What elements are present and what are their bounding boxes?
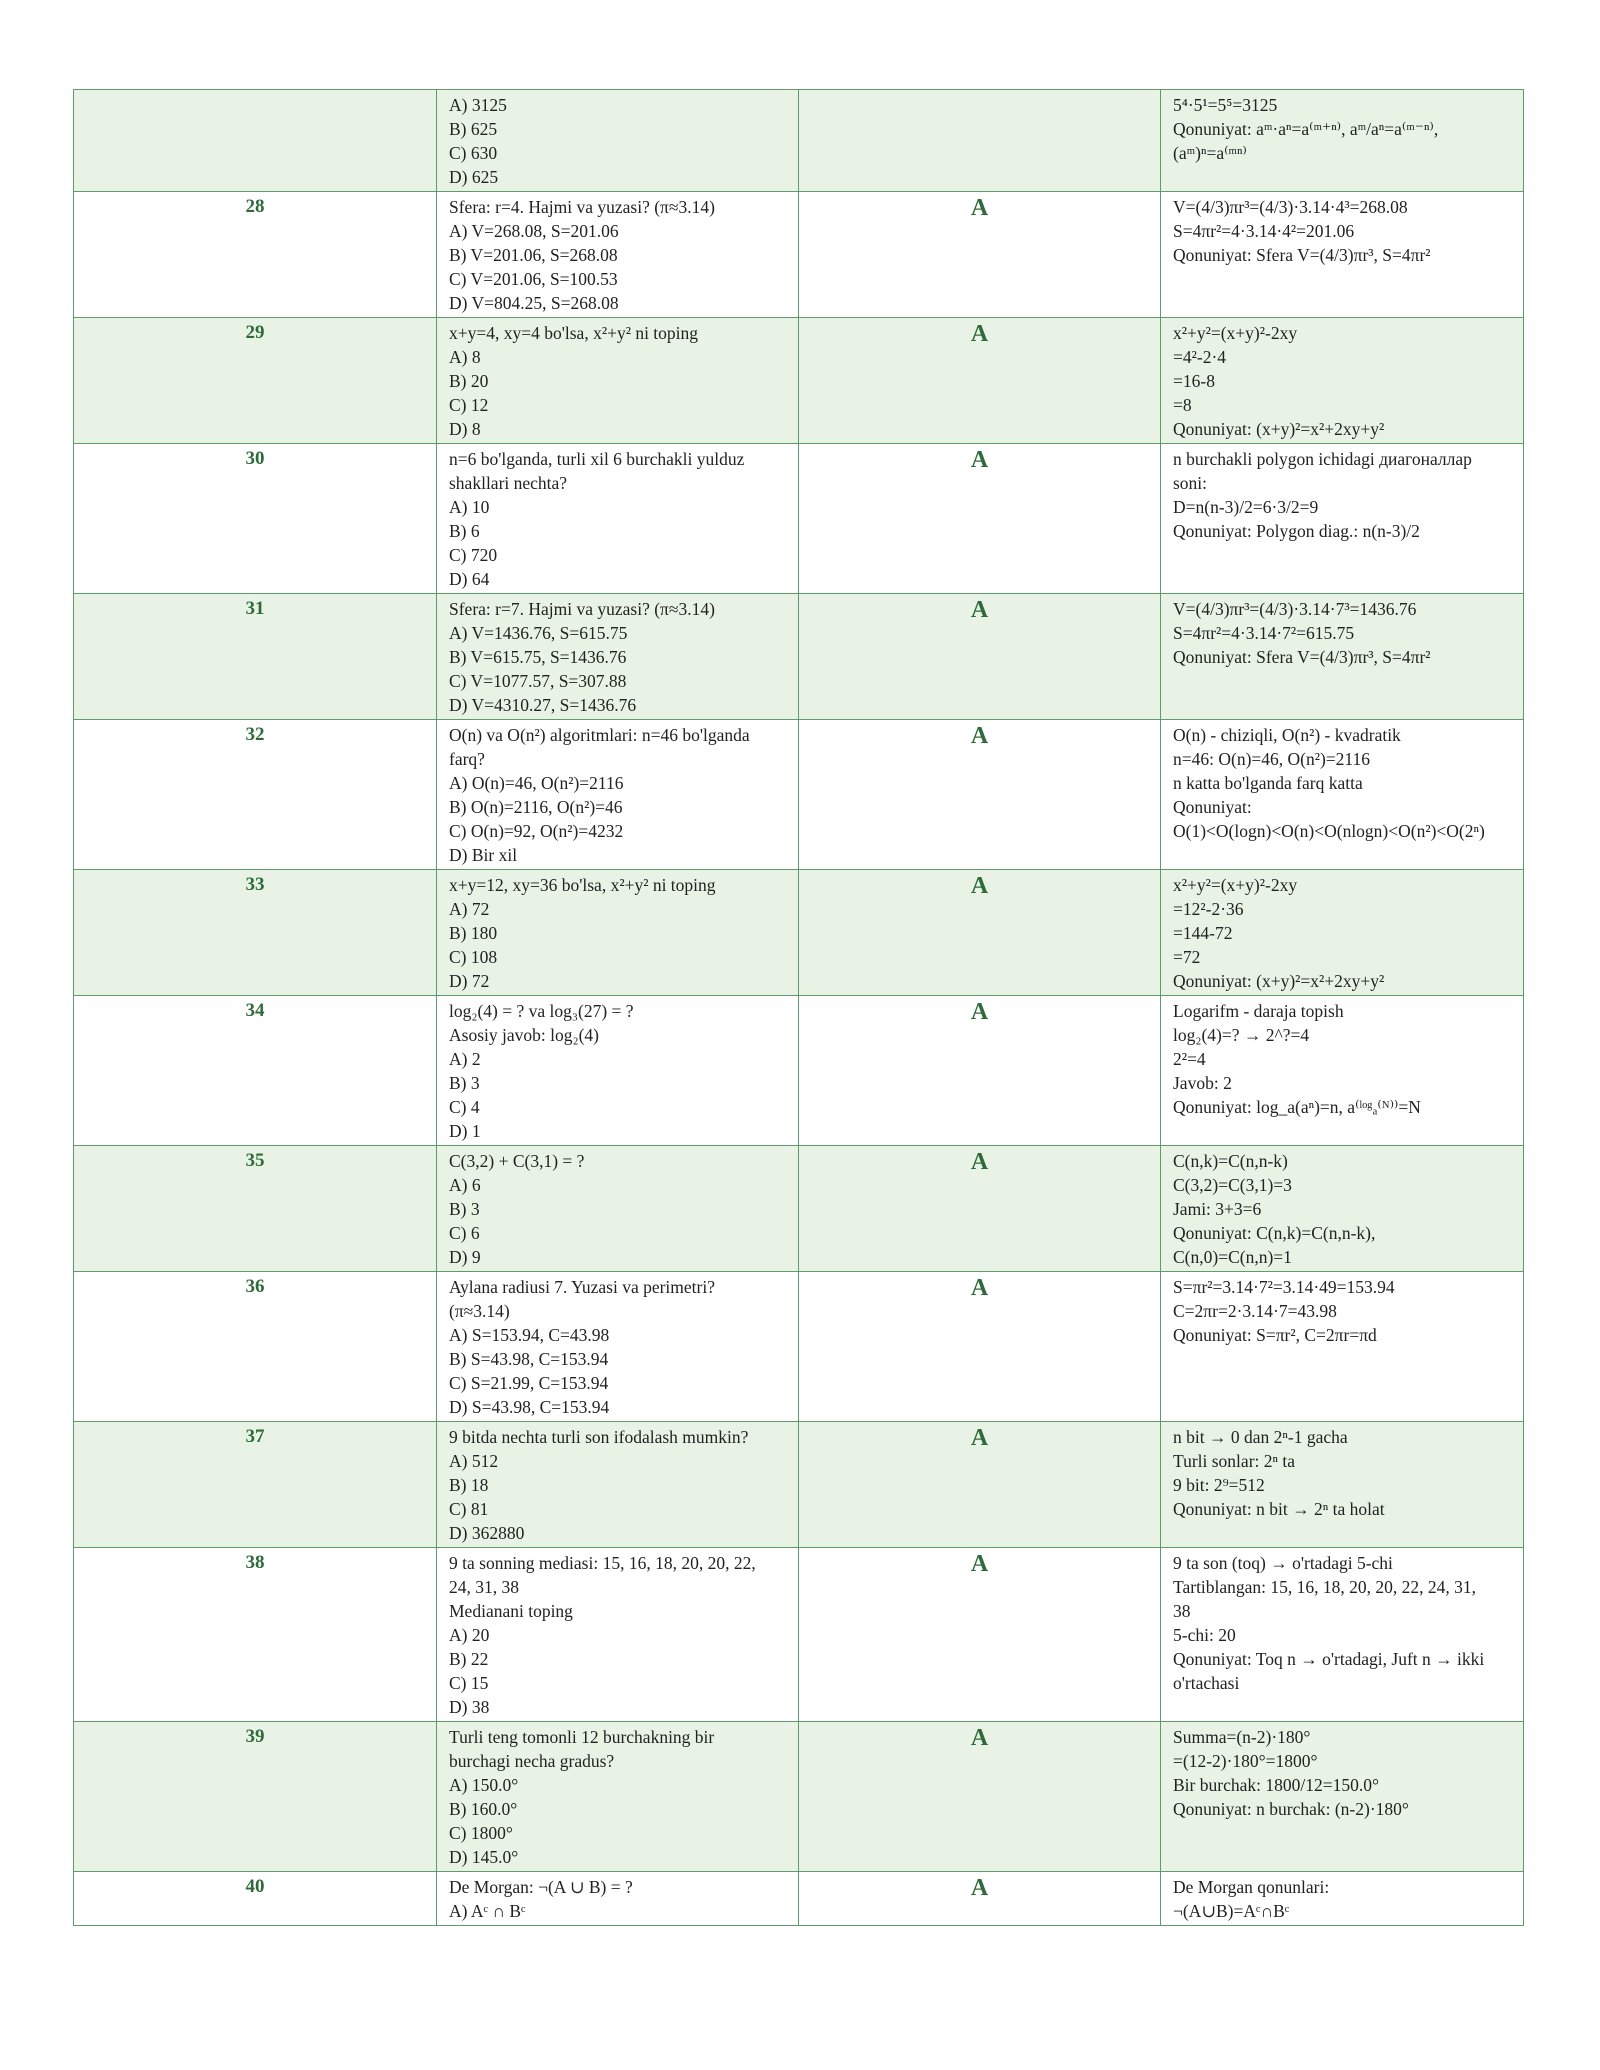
solution-cell bbox=[1161, 594, 1524, 720]
solution-line: 5-chi: 20 bbox=[1173, 1625, 1236, 1645]
solution-line: =144-72 bbox=[1173, 923, 1233, 943]
question-cell bbox=[437, 1272, 799, 1422]
question-cell bbox=[437, 1722, 799, 1872]
solution-cell bbox=[1161, 444, 1524, 594]
question-line: A) 512 bbox=[449, 1451, 499, 1471]
question-line: B) S=43.98, C=153.94 bbox=[449, 1349, 609, 1369]
question-number: 40 bbox=[74, 1872, 437, 1926]
solution-line: Qonuniyat: C(n,k)=C(n,n-k), bbox=[1173, 1223, 1376, 1243]
question-line: A) 8 bbox=[449, 347, 481, 367]
question-line: B) V=201.06, S=268.08 bbox=[449, 245, 618, 265]
solution-line: 2²=4 bbox=[1173, 1049, 1206, 1069]
solution-cell bbox=[1161, 996, 1524, 1146]
question-cell bbox=[437, 318, 799, 444]
table-row bbox=[74, 996, 1524, 1146]
table-row bbox=[74, 1272, 1524, 1422]
solution-line: =8 bbox=[1173, 395, 1192, 415]
question-line: D) 38 bbox=[449, 1697, 490, 1717]
question-line: C) S=21.99, C=153.94 bbox=[449, 1373, 609, 1393]
question-cell bbox=[437, 90, 799, 192]
question-line: A) 6 bbox=[449, 1175, 481, 1195]
question-number: 35 bbox=[74, 1146, 437, 1272]
question-line: D) 625 bbox=[449, 167, 499, 187]
solution-line: Jami: 3+3=6 bbox=[1173, 1199, 1262, 1219]
solution-line: =72 bbox=[1173, 947, 1201, 967]
table-row bbox=[74, 1872, 1524, 1926]
solution-cell bbox=[1161, 1722, 1524, 1872]
question-number: 31 bbox=[74, 594, 437, 720]
question-line: Medianani toping bbox=[449, 1601, 573, 1621]
question-line: C) 1800° bbox=[449, 1823, 513, 1843]
solution-line: V=(4/3)πr³=(4/3)·3.14·4³=268.08 bbox=[1173, 197, 1408, 217]
question-line: B) O(n)=2116, O(n²)=46 bbox=[449, 797, 623, 817]
solution-cell bbox=[1161, 1272, 1524, 1422]
table-row bbox=[74, 318, 1524, 444]
question-number: 36 bbox=[74, 1272, 437, 1422]
question-line: D) 64 bbox=[449, 569, 490, 589]
question-cell bbox=[437, 1548, 799, 1722]
question-line: D) 145.0° bbox=[449, 1847, 519, 1867]
question-number: 30 bbox=[74, 444, 437, 594]
question-number: 34 bbox=[74, 996, 437, 1146]
question-number: 28 bbox=[74, 192, 437, 318]
solution-line: Summa=(n-2)·180° bbox=[1173, 1727, 1311, 1747]
solution-line: (aᵐ)ⁿ=a⁽ᵐⁿ⁾ bbox=[1173, 143, 1247, 163]
answer-key-table bbox=[73, 89, 1524, 1926]
question-line: D) 362880 bbox=[449, 1523, 525, 1543]
question-line: D) Bir xil bbox=[449, 845, 518, 865]
solution-line: Tartiblangan: 15, 16, 18, 20, 20, 22, 24, 31, bbox=[1173, 1577, 1477, 1597]
question-line: C(3,2) + C(3,1) = ? bbox=[449, 1151, 585, 1171]
question-line: n=6 bo'lganda, turli xil 6 burchakli yulduz bbox=[449, 449, 745, 469]
question-line: C) V=1077.57, S=307.88 bbox=[449, 671, 627, 691]
solution-line: soni: bbox=[1173, 473, 1208, 493]
table-body bbox=[74, 90, 1524, 1926]
answer-letter: A bbox=[799, 1722, 1161, 1872]
question-line: Aylana radiusi 7. Yuzasi va perimetri? bbox=[449, 1277, 715, 1297]
solution-line: n katta bo'lganda farq katta bbox=[1173, 773, 1363, 793]
solution-line: =16-8 bbox=[1173, 371, 1215, 391]
solution-line: x²+y²=(x+y)²-2xy bbox=[1173, 875, 1298, 895]
question-line: De Morgan: ¬(A ∪ B) = ? bbox=[449, 1877, 633, 1897]
question-line: Sfera: r=4. Hajmi va yuzasi? (π≈3.14) bbox=[449, 197, 715, 217]
solution-line: Bir burchak: 1800/12=150.0° bbox=[1173, 1775, 1379, 1795]
table-row bbox=[74, 1722, 1524, 1872]
question-cell bbox=[437, 594, 799, 720]
solution-line: D=n(n-3)/2=6·3/2=9 bbox=[1173, 497, 1319, 517]
answer-letter bbox=[799, 90, 1161, 192]
solution-line: Qonuniyat: n bit → 2ⁿ ta holat bbox=[1173, 1499, 1385, 1519]
solution-line: =(12-2)·180°=1800° bbox=[1173, 1751, 1318, 1771]
question-line: 9 ta sonning mediasi: 15, 16, 18, 20, 20, 22, bbox=[449, 1553, 756, 1573]
answer-letter: A bbox=[799, 870, 1161, 996]
solution-cell bbox=[1161, 1548, 1524, 1722]
solution-line: 9 bit: 2⁹=512 bbox=[1173, 1475, 1265, 1495]
question-line: log₂(4) = ? va log₃(27) = ? bbox=[449, 1001, 634, 1021]
question-line: D) 1 bbox=[449, 1121, 481, 1141]
table-row bbox=[74, 1548, 1524, 1722]
table-row bbox=[74, 720, 1524, 870]
question-cell bbox=[437, 192, 799, 318]
question-line: A) 10 bbox=[449, 497, 490, 517]
solution-line: Javob: 2 bbox=[1173, 1073, 1232, 1093]
solution-line: log₂(4)=? → 2^?=4 bbox=[1173, 1025, 1310, 1045]
question-line: x+y=4, xy=4 bo'lsa, x²+y² ni toping bbox=[449, 323, 699, 343]
solution-line: ¬(A∪B)=Aᶜ∩Bᶜ bbox=[1173, 1901, 1290, 1921]
question-line: A) 2 bbox=[449, 1049, 481, 1069]
question-line: B) 20 bbox=[449, 371, 489, 391]
solution-line: Qonuniyat: (x+y)²=x²+2xy+y² bbox=[1173, 971, 1385, 991]
answer-letter: A bbox=[799, 1146, 1161, 1272]
question-line: B) 3 bbox=[449, 1073, 480, 1093]
answer-letter: A bbox=[799, 1548, 1161, 1722]
question-line: Sfera: r=7. Hajmi va yuzasi? (π≈3.14) bbox=[449, 599, 715, 619]
solution-cell bbox=[1161, 192, 1524, 318]
answer-letter: A bbox=[799, 444, 1161, 594]
question-line: B) 625 bbox=[449, 119, 498, 139]
solution-cell bbox=[1161, 1422, 1524, 1548]
question-line: Asosiy javob: log₂(4) bbox=[449, 1025, 599, 1045]
solution-line: S=4πr²=4·3.14·4²=201.06 bbox=[1173, 221, 1355, 241]
table-row bbox=[74, 444, 1524, 594]
solution-line: Qonuniyat: S=πr², C=2πr=πd bbox=[1173, 1325, 1377, 1345]
answer-letter: A bbox=[799, 192, 1161, 318]
question-cell bbox=[437, 1872, 799, 1926]
solution-line: O(n) - chiziqli, O(n²) - kvadratik bbox=[1173, 725, 1401, 745]
question-line: 24, 31, 38 bbox=[449, 1577, 519, 1597]
solution-cell bbox=[1161, 870, 1524, 996]
question-number: 32 bbox=[74, 720, 437, 870]
answer-letter: A bbox=[799, 1422, 1161, 1548]
solution-cell bbox=[1161, 720, 1524, 870]
question-cell bbox=[437, 870, 799, 996]
question-line: B) 160.0° bbox=[449, 1799, 518, 1819]
question-line: D) V=4310.27, S=1436.76 bbox=[449, 695, 637, 715]
question-line: Turli teng tomonli 12 burchakning bir bbox=[449, 1727, 715, 1747]
question-cell bbox=[437, 444, 799, 594]
question-line: A) 20 bbox=[449, 1625, 490, 1645]
question-number: 38 bbox=[74, 1548, 437, 1722]
question-line: O(n) va O(n²) algoritmlari: n=46 bo'lganda bbox=[449, 725, 750, 745]
question-cell bbox=[437, 1146, 799, 1272]
question-line: A) V=268.08, S=201.06 bbox=[449, 221, 619, 241]
question-line: C) 6 bbox=[449, 1223, 480, 1243]
solution-line: o'rtachasi bbox=[1173, 1673, 1240, 1693]
solution-line: n=46: O(n)=46, O(n²)=2116 bbox=[1173, 749, 1371, 769]
question-line: D) S=43.98, C=153.94 bbox=[449, 1397, 610, 1417]
question-line: A) 72 bbox=[449, 899, 490, 919]
question-line: A) O(n)=46, O(n²)=2116 bbox=[449, 773, 624, 793]
table-row bbox=[74, 1146, 1524, 1272]
solution-line: Turli sonlar: 2ⁿ ta bbox=[1173, 1451, 1296, 1471]
solution-line: C(3,2)=C(3,1)=3 bbox=[1173, 1175, 1292, 1195]
question-line: A) 3125 bbox=[449, 95, 507, 115]
solution-line: C=2πr=2·3.14·7=43.98 bbox=[1173, 1301, 1337, 1321]
solution-line: De Morgan qonunlari: bbox=[1173, 1877, 1330, 1897]
solution-line: Qonuniyat: aᵐ·aⁿ=a⁽ᵐ⁺ⁿ⁾, aᵐ/aⁿ=a⁽ᵐ⁻ⁿ⁾, bbox=[1173, 119, 1439, 139]
question-line: D) 9 bbox=[449, 1247, 481, 1267]
question-number: 33 bbox=[74, 870, 437, 996]
question-line: 9 bitda nechta turli son ifodalash mumkin? bbox=[449, 1427, 749, 1447]
question-cell bbox=[437, 1422, 799, 1548]
question-line: D) V=804.25, S=268.08 bbox=[449, 293, 619, 313]
question-cell bbox=[437, 996, 799, 1146]
question-line: C) 4 bbox=[449, 1097, 480, 1117]
question-line: D) 8 bbox=[449, 419, 481, 439]
answer-letter: A bbox=[799, 996, 1161, 1146]
question-cell bbox=[437, 720, 799, 870]
question-line: C) V=201.06, S=100.53 bbox=[449, 269, 618, 289]
solution-line: O(1)<O(logn)<O(n)<O(nlogn)<O(n²)<O(2ⁿ) bbox=[1173, 821, 1485, 841]
answer-letter: A bbox=[799, 1872, 1161, 1926]
solution-line: Qonuniyat: bbox=[1173, 797, 1252, 817]
question-line: C) 720 bbox=[449, 545, 498, 565]
solution-line: Qonuniyat: log_a(aⁿ)=n, a⁽ˡᵒᵍₐ⁽ᴺ⁾⁾=N bbox=[1173, 1097, 1421, 1117]
question-number: 29 bbox=[74, 318, 437, 444]
solution-line: x²+y²=(x+y)²-2xy bbox=[1173, 323, 1298, 343]
solution-cell bbox=[1161, 90, 1524, 192]
question-line: D) 72 bbox=[449, 971, 490, 991]
solution-line: =12²-2·36 bbox=[1173, 899, 1244, 919]
solution-line: 9 ta son (toq) → o'rtadagi 5-chi bbox=[1173, 1553, 1393, 1573]
question-line: B) 3 bbox=[449, 1199, 480, 1219]
solution-line: =4²-2·4 bbox=[1173, 347, 1227, 367]
question-line: B) 22 bbox=[449, 1649, 489, 1669]
question-number bbox=[74, 90, 437, 192]
solution-cell bbox=[1161, 1146, 1524, 1272]
solution-line: Qonuniyat: Polygon diag.: n(n-3)/2 bbox=[1173, 521, 1420, 541]
question-line: C) 12 bbox=[449, 395, 489, 415]
table-row bbox=[74, 192, 1524, 318]
question-line: B) V=615.75, S=1436.76 bbox=[449, 647, 627, 667]
solution-cell bbox=[1161, 1872, 1524, 1926]
question-line: C) O(n)=92, O(n²)=4232 bbox=[449, 821, 624, 841]
table-row bbox=[74, 870, 1524, 996]
question-line: farq? bbox=[449, 749, 485, 769]
question-number: 39 bbox=[74, 1722, 437, 1872]
question-line: A) 150.0° bbox=[449, 1775, 519, 1795]
question-line: A) Aᶜ ∩ Bᶜ bbox=[449, 1901, 526, 1921]
question-line: B) 6 bbox=[449, 521, 480, 541]
question-number: 37 bbox=[74, 1422, 437, 1548]
question-line: A) S=153.94, C=43.98 bbox=[449, 1325, 610, 1345]
solution-line: Qonuniyat: (x+y)²=x²+2xy+y² bbox=[1173, 419, 1385, 439]
solution-line: n burchakli polygon ichidagi диагоналлар bbox=[1173, 449, 1472, 469]
question-line: burchagi necha gradus? bbox=[449, 1751, 615, 1771]
answer-letter: A bbox=[799, 594, 1161, 720]
question-line: B) 18 bbox=[449, 1475, 489, 1495]
solution-line: 38 bbox=[1173, 1601, 1191, 1621]
solution-line: Qonuniyat: n burchak: (n-2)·180° bbox=[1173, 1799, 1409, 1819]
solution-line: Qonuniyat: Sfera V=(4/3)πr³, S=4πr² bbox=[1173, 647, 1431, 667]
question-line: C) 108 bbox=[449, 947, 498, 967]
answer-letter: A bbox=[799, 318, 1161, 444]
table-row bbox=[74, 594, 1524, 720]
answer-letter: A bbox=[799, 720, 1161, 870]
solution-line: C(n,k)=C(n,n-k) bbox=[1173, 1151, 1288, 1171]
solution-line: S=4πr²=4·3.14·7²=615.75 bbox=[1173, 623, 1355, 643]
solution-line: Qonuniyat: Toq n → o'rtadagi, Juft n → ikki bbox=[1173, 1649, 1485, 1669]
question-line: C) 630 bbox=[449, 143, 498, 163]
solution-line: 5⁴·5¹=5⁵=3125 bbox=[1173, 95, 1278, 115]
question-line: shakllari nechta? bbox=[449, 473, 568, 493]
question-line: C) 15 bbox=[449, 1673, 489, 1693]
solution-line: C(n,0)=C(n,n)=1 bbox=[1173, 1247, 1292, 1267]
solution-line: Qonuniyat: Sfera V=(4/3)πr³, S=4πr² bbox=[1173, 245, 1431, 265]
question-line: B) 180 bbox=[449, 923, 498, 943]
question-line: A) V=1436.76, S=615.75 bbox=[449, 623, 628, 643]
answer-letter: A bbox=[799, 1272, 1161, 1422]
solution-line: Logarifm - daraja topish bbox=[1173, 1001, 1344, 1021]
solution-line: S=πr²=3.14·7²=3.14·49=153.94 bbox=[1173, 1277, 1395, 1297]
solution-line: V=(4/3)πr³=(4/3)·3.14·7³=1436.76 bbox=[1173, 599, 1417, 619]
question-line: C) 81 bbox=[449, 1499, 489, 1519]
table-row bbox=[74, 90, 1524, 192]
question-line: (π≈3.14) bbox=[449, 1301, 510, 1321]
table-row bbox=[74, 1422, 1524, 1548]
solution-cell bbox=[1161, 318, 1524, 444]
question-line: x+y=12, xy=36 bo'lsa, x²+y² ni toping bbox=[449, 875, 716, 895]
solution-line: n bit → 0 dan 2ⁿ-1 gacha bbox=[1173, 1427, 1348, 1447]
